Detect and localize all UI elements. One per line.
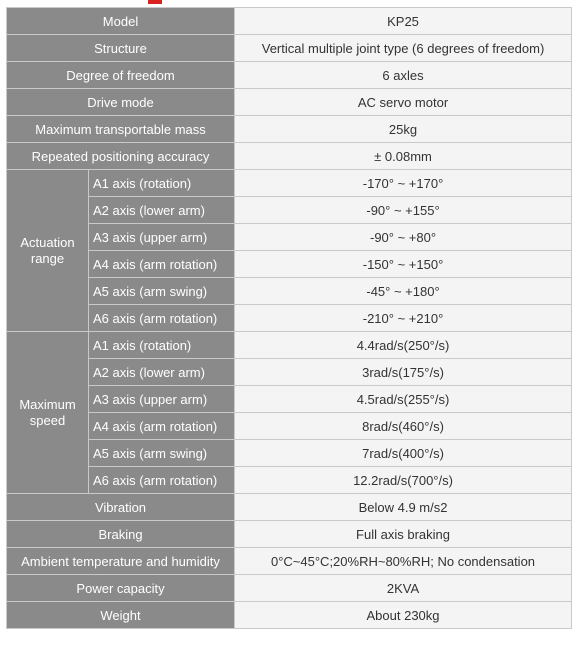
row-speed-a5 (7, 440, 572, 467)
axis-label: A1 axis (rotation) (89, 332, 235, 359)
maximum-speed-group-label (7, 332, 89, 494)
row-label: Vibration (7, 494, 235, 521)
row-actuation-a3 (7, 224, 572, 251)
row-label: Weight (7, 602, 235, 629)
axis-label: A3 axis (upper arm) (89, 386, 235, 413)
group-label-line: speed (29, 412, 66, 428)
axis-label: A5 axis (arm swing) (89, 278, 235, 305)
row-label: Drive mode (7, 89, 235, 116)
row-positioning-accuracy (7, 143, 572, 170)
title-accent-bar (148, 0, 162, 4)
group-label-line: Actuation (20, 234, 75, 250)
row-weight (7, 602, 572, 629)
axis-value: 3rad/s(175°/s) (235, 359, 572, 386)
row-label: Power capacity (7, 575, 235, 602)
axis-label: A4 axis (arm rotation) (89, 413, 235, 440)
row-structure (7, 35, 572, 62)
row-degree-of-freedom (7, 62, 572, 89)
row-label: Degree of freedom (7, 62, 235, 89)
spec-table (6, 7, 572, 629)
row-value: 2KVA (235, 575, 572, 602)
axis-value: 12.2rad/s(700°/s) (235, 467, 572, 494)
axis-value: 7rad/s(400°/s) (235, 440, 572, 467)
axis-label: A5 axis (arm swing) (89, 440, 235, 467)
actuation-range-group-label (7, 170, 89, 332)
axis-value: -45° ~ +180° (235, 278, 572, 305)
group-label-line: range (30, 250, 65, 266)
axis-label: A4 axis (arm rotation) (89, 251, 235, 278)
row-speed-a2 (7, 359, 572, 386)
axis-label: A3 axis (upper arm) (89, 224, 235, 251)
axis-value: -90° ~ +80° (235, 224, 572, 251)
axis-value: -90° ~ +155° (235, 197, 572, 224)
row-value: Below 4.9 m/s2 (235, 494, 572, 521)
row-speed-a3 (7, 386, 572, 413)
row-speed-a1 (7, 332, 572, 359)
row-value: KP25 (235, 8, 572, 35)
row-ambient (7, 548, 572, 575)
axis-value: 8rad/s(460°/s) (235, 413, 572, 440)
row-model (7, 8, 572, 35)
row-value: Vertical multiple joint type (6 degrees of freedom) (235, 35, 572, 62)
axis-label: A6 axis (arm rotation) (89, 305, 235, 332)
axis-value: 4.5rad/s(255°/s) (235, 386, 572, 413)
row-vibration (7, 494, 572, 521)
row-drive-mode (7, 89, 572, 116)
row-value: ± 0.08mm (235, 143, 572, 170)
row-braking (7, 521, 572, 548)
row-actuation-a1 (7, 170, 572, 197)
row-label: Ambient temperature and humidity (7, 548, 235, 575)
axis-label: A2 axis (lower arm) (89, 359, 235, 386)
row-label: Braking (7, 521, 235, 548)
row-label: Maximum transportable mass (7, 116, 235, 143)
row-speed-a6 (7, 467, 572, 494)
axis-value: 4.4rad/s(250°/s) (235, 332, 572, 359)
row-speed-a4 (7, 413, 572, 440)
axis-value: -170° ~ +170° (235, 170, 572, 197)
row-label: Structure (7, 35, 235, 62)
row-value: AC servo motor (235, 89, 572, 116)
axis-value: -150° ~ +150° (235, 251, 572, 278)
row-max-mass (7, 116, 572, 143)
row-label: Repeated positioning accuracy (7, 143, 235, 170)
row-actuation-a5 (7, 278, 572, 305)
row-value: 0°C~45°C;20%RH~80%RH; No condensation (235, 548, 572, 575)
row-power-capacity (7, 575, 572, 602)
axis-label: A1 axis (rotation) (89, 170, 235, 197)
row-value: Full axis braking (235, 521, 572, 548)
row-label: Model (7, 8, 235, 35)
axis-value: -210° ~ +210° (235, 305, 572, 332)
row-actuation-a4 (7, 251, 572, 278)
row-value: 25kg (235, 116, 572, 143)
row-value: 6 axles (235, 62, 572, 89)
row-value: About 230kg (235, 602, 572, 629)
group-label-line: Maximum (19, 396, 76, 412)
row-actuation-a6 (7, 305, 572, 332)
row-actuation-a2 (7, 197, 572, 224)
axis-label: A2 axis (lower arm) (89, 197, 235, 224)
axis-label: A6 axis (arm rotation) (89, 467, 235, 494)
